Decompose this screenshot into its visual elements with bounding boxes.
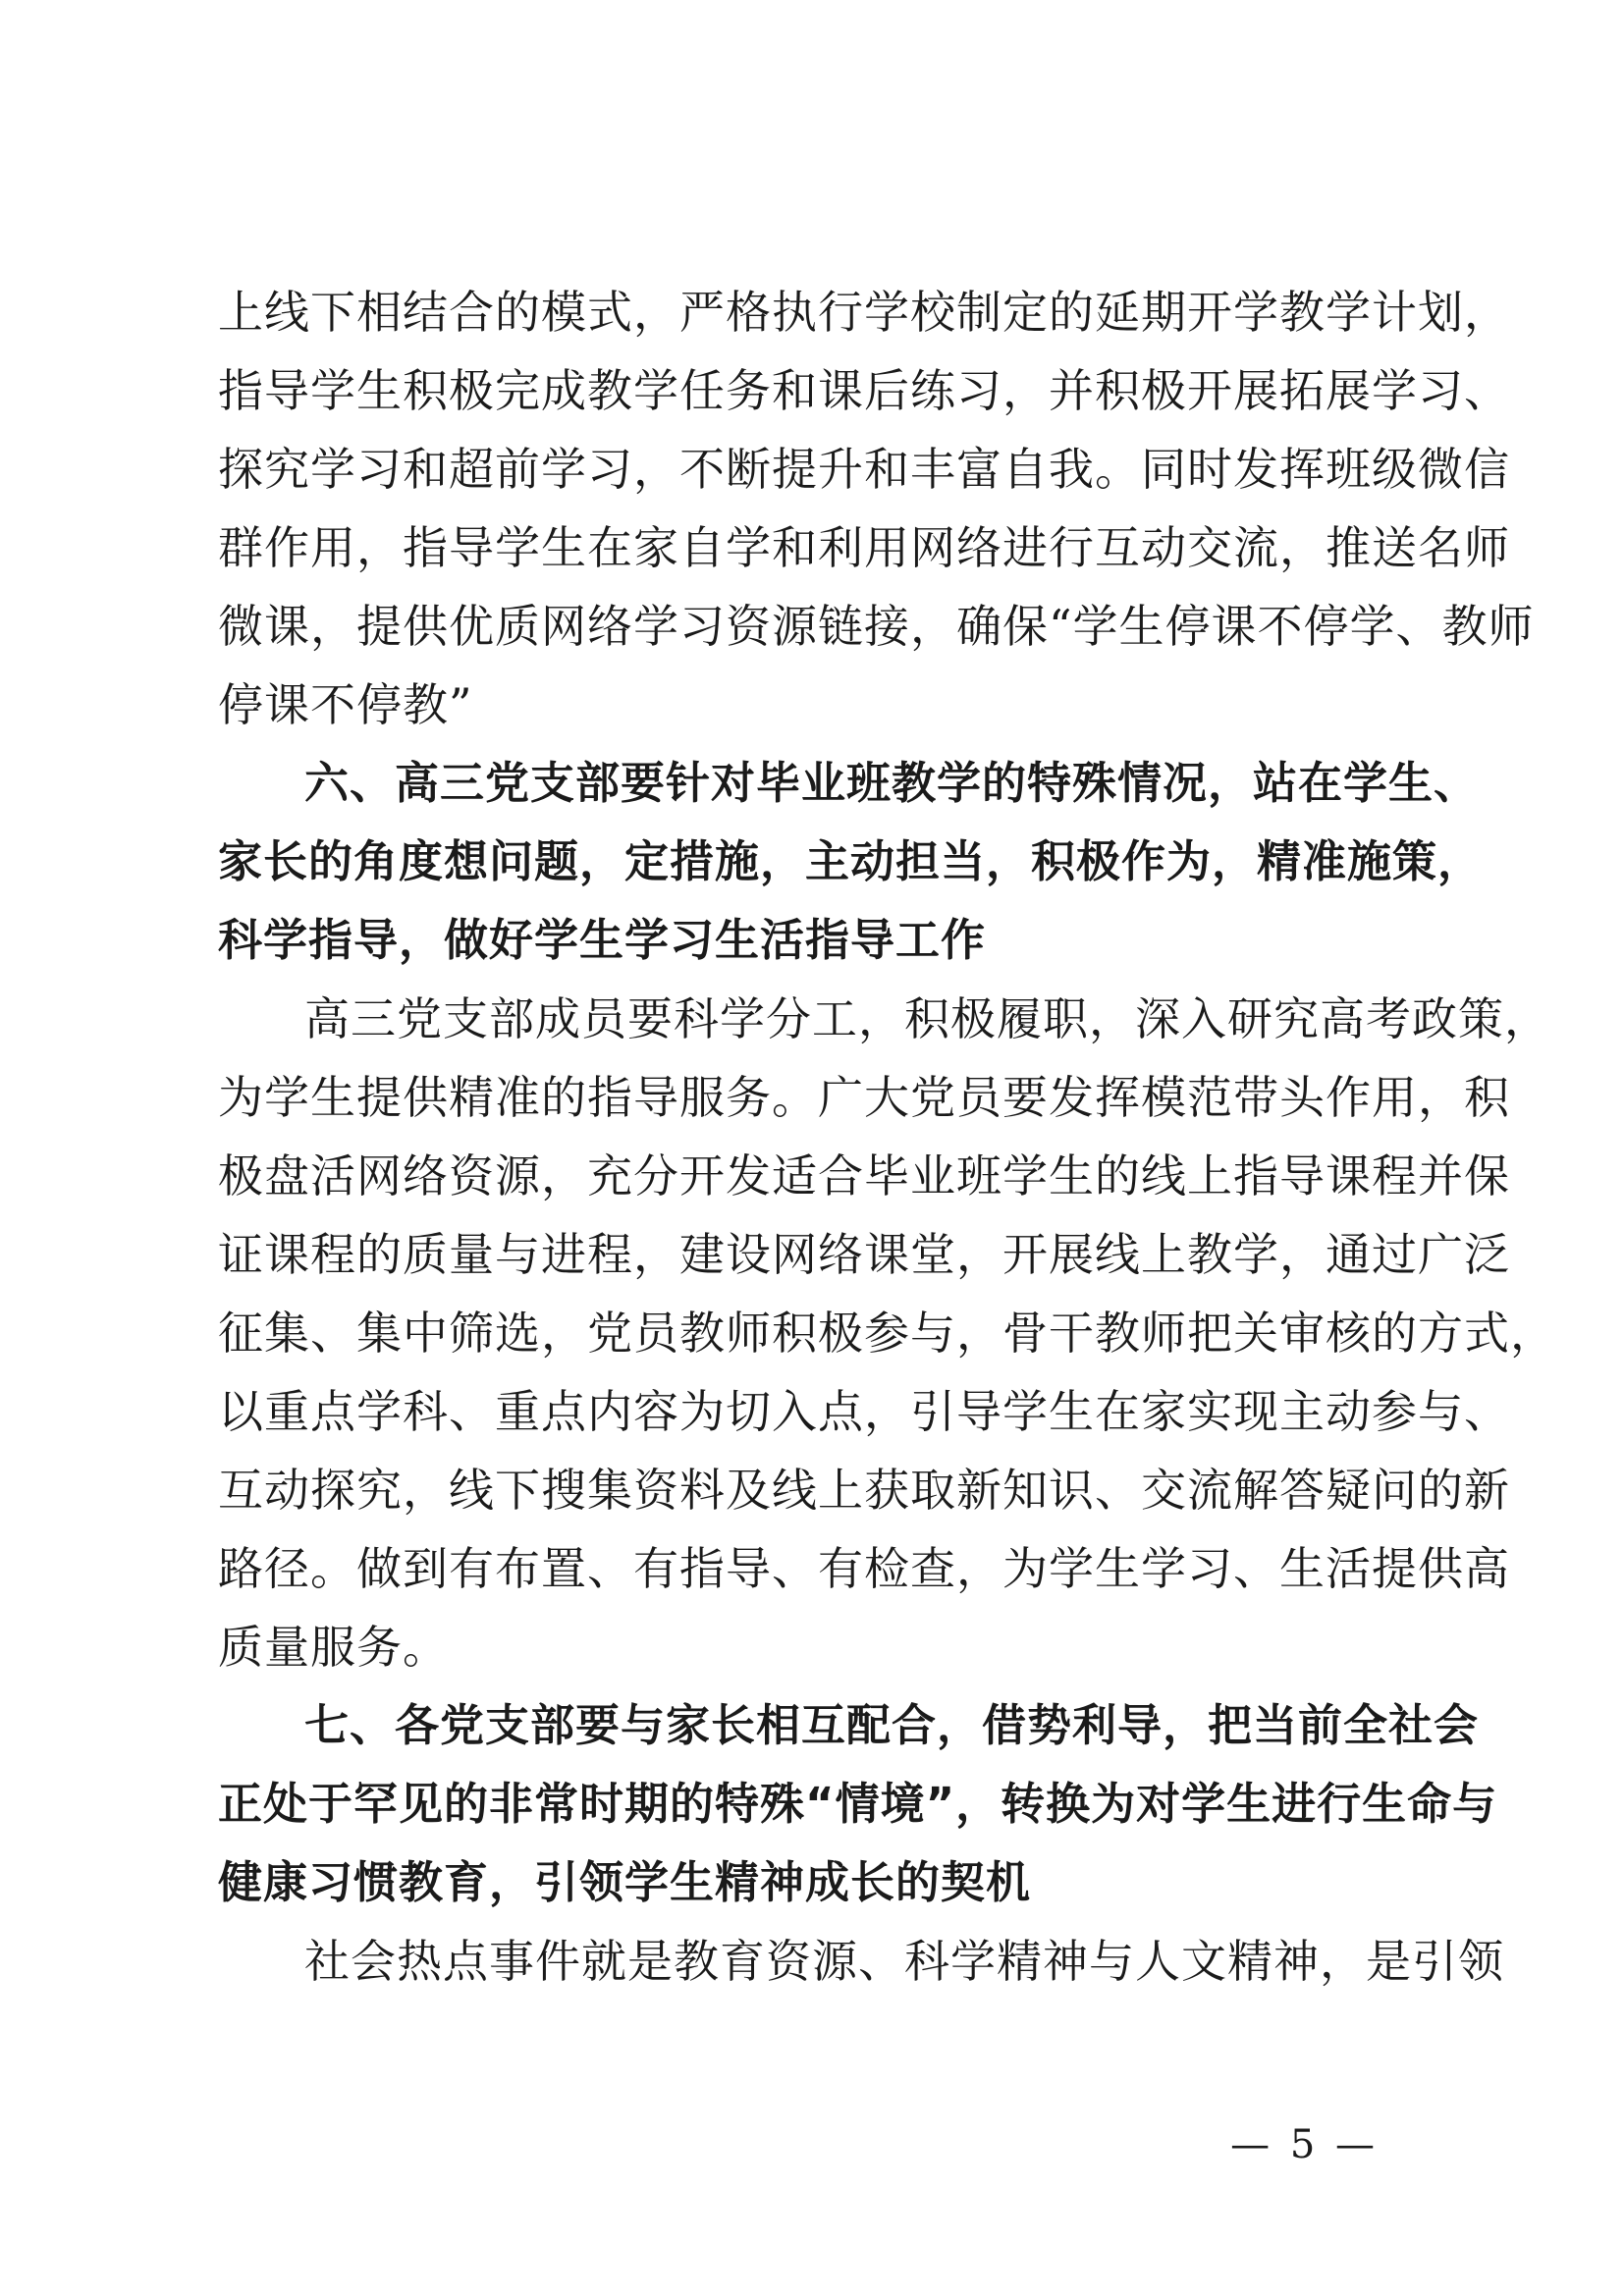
body-text-line: 高三党支部成员要科学分工，积极履职，深入研究高考政策，: [304, 992, 1550, 1045]
body-text-line: 社会热点事件就是教育资源、科学精神与人文精神，是引领: [304, 1935, 1504, 1988]
body-text-line: 质量服务。: [218, 1621, 449, 1674]
body-text-line: 群作用，指导学生在家自学和利用网络进行互动交流，推送名师: [218, 521, 1510, 574]
body-text-line: 上线下相结合的模式，严格执行学校制定的延期开学教学计划，: [218, 286, 1510, 339]
body-text-line: 指导学生积极完成教学任务和课后练习，并积极开展拓展学习、: [218, 364, 1510, 417]
section-heading-six: 科学指导，做好学生学习生活指导工作: [218, 914, 987, 966]
body-text-line: 以重点学科、重点内容为切入点，引导学生在家实现主动参与、: [218, 1385, 1510, 1438]
body-text-line: 征集、集中筛选，党员教师积极参与，骨干教师把关审核的方式，: [218, 1307, 1556, 1360]
section-heading-six: 家长的角度想问题，定措施，主动担当，积极作为，精准施策，: [218, 835, 1484, 887]
body-text-line: 证课程的质量与进程，建设网络课堂，开展线上教学，通过广泛: [218, 1228, 1510, 1281]
section-heading-six: 六、高三党支部要针对毕业班教学的特殊情况，站在学生、: [304, 757, 1480, 809]
body-text-line: 探究学习和超前学习，不断提升和丰富自我。同时发挥班级微信: [218, 443, 1510, 496]
page-number: — 5 —: [1230, 2122, 1379, 2167]
section-heading-seven: 正处于罕见的非常时期的特殊“情境”，转换为对学生进行生命与: [218, 1778, 1498, 1830]
section-heading-seven: 七、各党支部要与家长相互配合，借势利导，把当前全社会: [304, 1699, 1480, 1751]
body-text-line: 微课，提供优质网络学习资源链接，确保“学生停课不停学、教师: [218, 600, 1535, 653]
body-text-line: 为学生提供精准的指导服务。广大党员要发挥模范带头作用，积: [218, 1071, 1510, 1124]
body-text-line: 停课不停教”: [218, 678, 473, 731]
body-text-line: 极盘活网络资源，充分开发适合毕业班学生的线上指导课程并保: [218, 1149, 1510, 1202]
body-text-line: 互动探究，线下搜集资料及线上获取新知识、交流解答疑问的新: [218, 1464, 1510, 1517]
body-text-line: 路径。做到有布置、有指导、有检查，为学生学习、生活提供高: [218, 1542, 1510, 1595]
section-heading-seven: 健康习惯教育，引领学生精神成长的契机: [218, 1856, 1032, 1908]
